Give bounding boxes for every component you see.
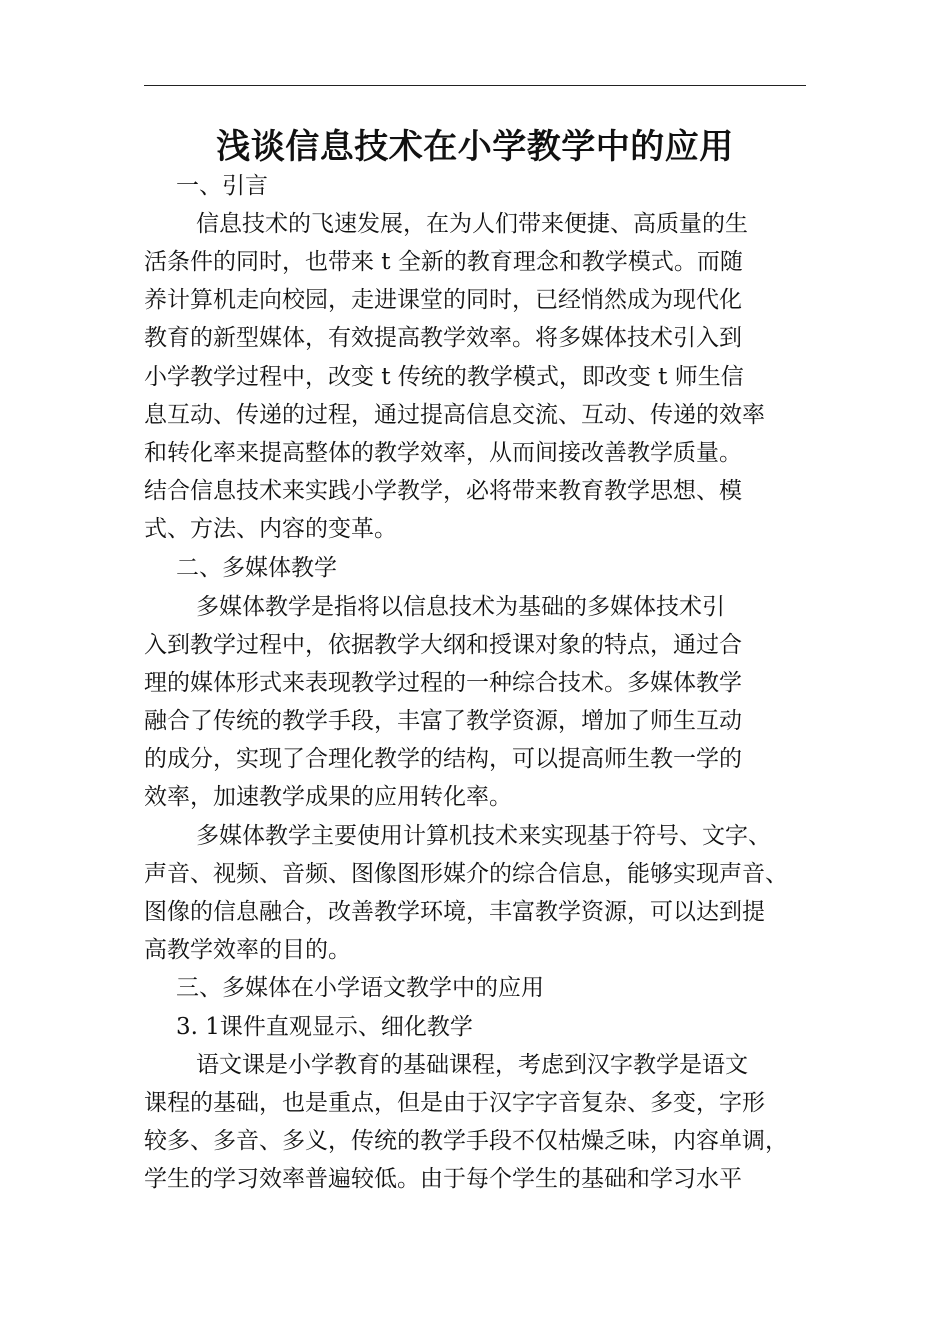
paragraph-line: 和转化率来提高整体的教学效率，从而间接改善教学质量。: [144, 440, 742, 466]
paragraph-line: 入到教学过程中，依据教学大纲和授课对象的特点，通过合: [144, 632, 742, 658]
paragraph-line: 理的媒体形式来表现教学过程的一种综合技术。多媒体教学: [144, 670, 742, 696]
paragraph-line: 活条件的同时，也带来 t 全新的教育理念和教学模式。而随: [144, 249, 743, 275]
paragraph-line: 声音、视频、音频、图像图形媒介的综合信息，能够实现声音、: [144, 861, 788, 887]
paragraph-line: 效率，加速教学成果的应用转化率。: [144, 784, 512, 810]
paragraph-line: 学生的学习效率普遍较低。由于每个学生的基础和学习水平: [144, 1166, 742, 1192]
paragraph-line: 融合了传统的教学手段，丰富了教学资源，增加了师生互动: [144, 708, 742, 734]
paragraph-line: 高教学效率的目的。: [144, 937, 351, 963]
paragraph-line: 式、方法、内容的变革。: [144, 516, 397, 542]
section-heading-multimedia: 二、多媒体教学: [176, 555, 337, 581]
paragraph-line: 小学教学过程中，改变 t 传统的教学模式，即改变 t 师生信: [144, 364, 744, 390]
paragraph-line: 教育的新型媒体，有效提高教学效率。将多媒体技术引入到: [144, 325, 742, 351]
section-heading-introduction: 一、引言: [176, 173, 268, 199]
paragraph-line: 语文课是小学教育的基础课程，考虑到汉字教学是语文: [196, 1052, 748, 1078]
subsection-heading-3-1: 3. 1课件直观显示、细化教学: [176, 1014, 473, 1040]
header-rule: [144, 85, 806, 86]
paragraph-line: 课程的基础，也是重点，但是由于汉字字音复杂、多变，字形: [144, 1090, 765, 1116]
paragraph-line: 信息技术的飞速发展，在为人们带来便捷、高质量的生: [196, 211, 748, 237]
paragraph-line: 多媒体教学主要使用计算机技术来实现基于符号、文字、: [196, 823, 771, 849]
paragraph-line: 养计算机走向校园，走进课堂的同时，已经悄然成为现代化: [144, 287, 742, 313]
paragraph-line: 息互动、传递的过程，通过提高信息交流、互动、传递的效率: [144, 402, 765, 428]
paragraph-line: 较多、多音、多义，传统的教学手段不仅枯燥乏味，内容单调，: [144, 1128, 788, 1154]
paragraph-line: 图像的信息融合，改善教学环境，丰富教学资源，可以达到提: [144, 899, 765, 925]
paragraph-line: 的成分，实现了合理化教学的结构，可以提高师生教一学的: [144, 746, 742, 772]
section-heading-chinese-teaching: 三、多媒体在小学语文教学中的应用: [176, 975, 544, 1001]
paragraph-line: 结合信息技术来实践小学教学，必将带来教育教学思想、模: [144, 478, 742, 504]
document-title: 浅谈信息技术在小学教学中的应用: [216, 127, 734, 167]
paragraph-line: 多媒体教学是指将以信息技术为基础的多媒体技术引: [196, 594, 725, 620]
